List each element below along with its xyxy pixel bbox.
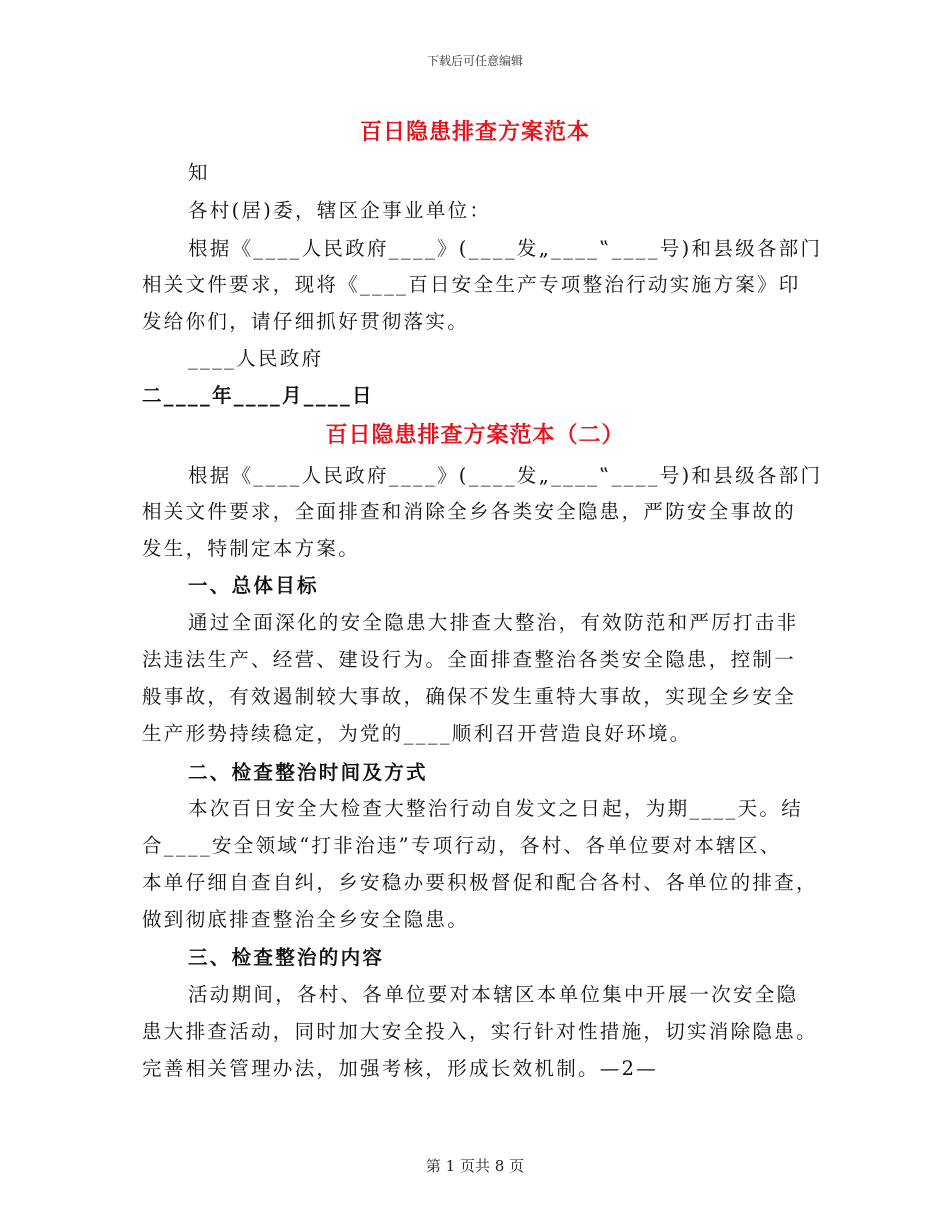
paragraph-line: 根据《____人民政府____》(____发„____‟____号)和县级各部门: [188, 464, 823, 487]
paragraph-line: 般事故，有效遏制较大事故，确保不发生重特大事故，实现全乡安全: [142, 685, 797, 708]
document-title: 百日隐患排查方案范本（二）: [325, 422, 625, 448]
paragraph-line: 各村(居)委，辖区企事业单位：: [188, 199, 492, 222]
paragraph-line: 本次百日安全大检查大整治行动自发文之日起，为期____天。结: [188, 797, 804, 820]
date-line: 二____年____月____日: [142, 384, 374, 407]
section-heading: 一、总体目标: [188, 574, 319, 597]
paragraph-line: 根据《____人民政府____》(____发„____‟____号)和县级各部门: [188, 237, 823, 260]
page-number: 第 1 页共 8 页: [425, 1157, 525, 1175]
paragraph-line: 知: [188, 161, 210, 184]
paragraph-line: 相关文件要求，现将《____百日安全生产专项整治行动实施方案》印: [142, 273, 801, 296]
paragraph-line: 发生，特制定本方案。: [142, 537, 361, 560]
paragraph-line: 相关文件要求，全面排查和消除全乡各类安全隐患，严防安全事故的: [142, 500, 797, 523]
document-title: 百日隐患排查方案范本: [359, 119, 590, 145]
paragraph-line: 患大排查活动，同时加大安全投入，实行针对性措施，切实消除隐患。: [142, 1020, 818, 1043]
header-note: 下载后可任意编辑: [426, 54, 523, 68]
paragraph-line: 完善相关管理办法，加强考核，形成长效机制。—2—: [142, 1057, 659, 1080]
section-heading: 三、检查整治的内容: [188, 946, 385, 969]
paragraph-line: 做到彻底排查整治全乡安全隐患。: [142, 908, 470, 931]
section-heading: 二、检查整治时间及方式: [188, 761, 428, 784]
paragraph-line: 本单仔细自查自纠，乡安稳办要积极督促和配合各村、各单位的排查，: [142, 871, 818, 894]
paragraph-line: 活动期间，各村、各单位要对本辖区本单位集中开展一次安全隐: [188, 983, 799, 1006]
paragraph-line: 发给你们，请仔细抓好贯彻落实。: [142, 310, 470, 333]
signature-line: ____人民政府: [188, 347, 324, 370]
paragraph-line: 生产形势持续稳定，为党的____顺利召开营造良好环境。: [142, 722, 692, 745]
paragraph-line: 合____安全领域“打非治违”专项行动，各村、各单位要对本辖区、: [142, 834, 782, 857]
paragraph-line: 法违法生产、经营、建设行为。全面排查整治各类安全隐患，控制一: [142, 648, 797, 671]
paragraph-line: 通过全面深化的安全隐患大排查大整治，有效防范和严厉打击非: [188, 611, 799, 634]
